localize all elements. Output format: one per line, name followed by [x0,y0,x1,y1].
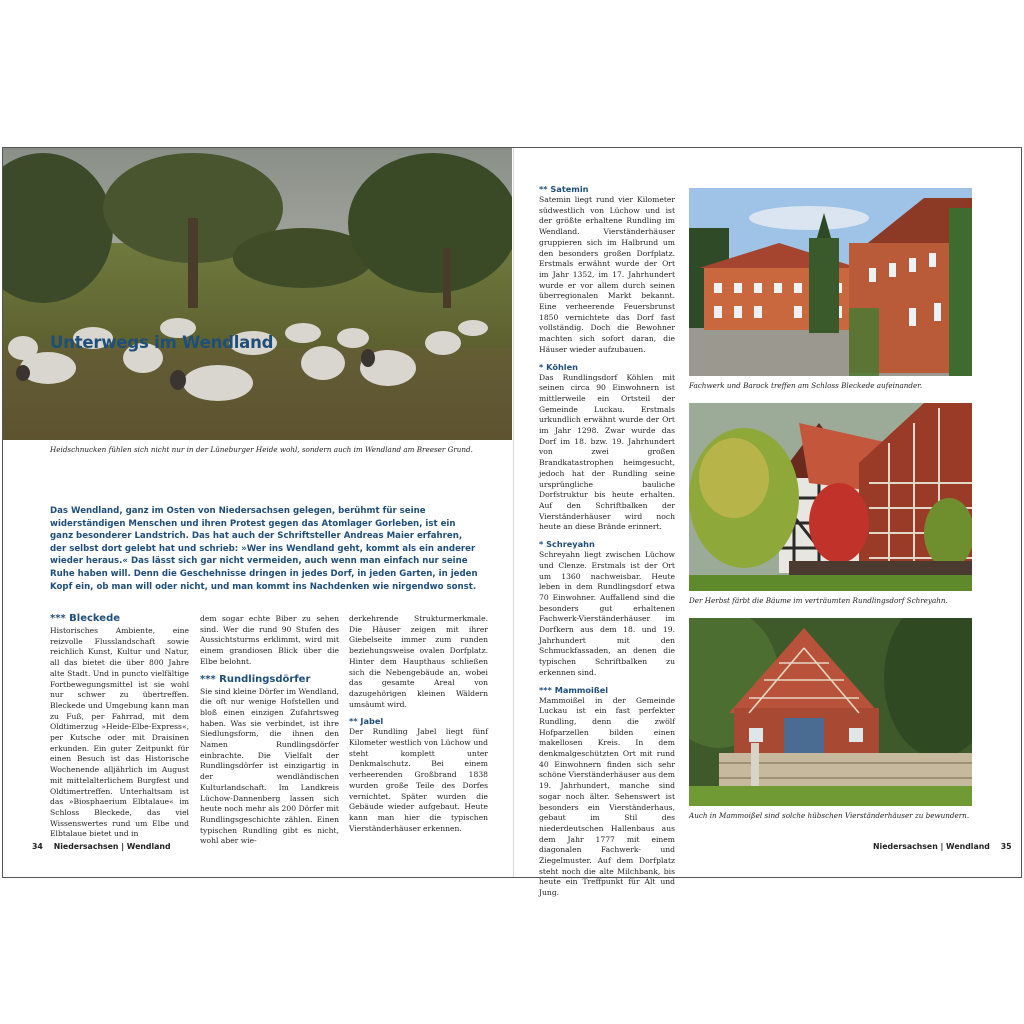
text-jabel: Der Rundling Jabel liegt fünf Kilometer westlich von Lüchow und steht komplett unter Denkmalschutz. Bei einem verheerenden Großbrand 1838 wurden große Teile des Dorfes vernichtet. Später wurden die Gebäude wieder aufgebaut. Heute kann man hier die typischen Vierständerhäuser erkennen. [349,727,488,833]
heading-schreyahn: * Schreyahn [539,539,595,550]
heading-bleckede: *** Bleckede [50,613,121,624]
text-schreyahn: Schreyahn liegt zwischen Lüchow und Clenze. Erstmals ist der Ort um 1360 nachweisbar. Heute leben in dem Rundlingsdorf etwa 70 Einwohner. Auffallend sind die besonders gut erhaltenen Fachwerk-Vierständerhäuser im Dorfkern aus dem 18. und 19. Jahrhundert mit den Schmuckfassaden, an denen die typischen Schriftbalken zu erkennen sind. [539,550,675,677]
heading-mammoissel: *** Mammoißel [539,684,609,695]
sheep-photo-caption: Heidschnucken fühlen sich nicht nur in der Lüneburger Heide wohl, sondern auch im Wendland am Breeser Grund. [50,445,473,454]
text-koehlen: Das Rundlingsdorf Köhlen mit seinen circa 90 Einwohnern ist mittlerweile ein Ortsteil der Gemeinde Luckau. Erstmals urkundlich erwähnt wurde der Ort im Jahr 1298. Zwar wurde das Dorf im 18. bzw. 19. Jahrhundert von zwei großen Brandkatastrophen heimgesucht, jedoch hat der Rundling seine ursprüngliche bauliche Dorfstruktur bis heute erhalten. Auf den Schriftbalken der Vierständerhäuser wird noch heute an diese Brände erinnert. [539,372,675,532]
caption-schloss-bleckede: Fachwerk und Barock treffen am Schloss Bleckede aufeinander. [689,381,923,390]
heading-satemin: ** Satemin [539,184,589,194]
text-mammoissel: Mammoißel in der Gemeinde Luckau ist ein fast perfekter Rundling, denn die zwölf Hofparzellen bilden einen makellosen Kreis. In dem denkmalgeschützten Ort mit rund 40 Einwohnern finden sich sehr schöne Vierständerhäuser aus dem 19. Jahrhundert, manche sind sogar noch älter. Sehenswert ist besonders ein Vierständerhaus, gebaut im Stil des niederdeutschen Hallenbaus aus dem Jahr 1777 mit einem diagonalen Fachwerk- und Ziegelmuster. Auf dem Dorfplatz steht noch die alte Milchbank, bis heute ein Treffpunkt für Alt und Jung. [539,695,675,898]
text-bleckede: Historisches Ambiente, eine reizvolle Flusslandschaft sowie reichlich Kunst, Kultur und Natur, all das bietet die über 800 Jahre alte Stadt. Und in puncto vielfältige Fortbewegungsmittel ist sie wohl nur schwer zu übertreffen. Bleckede und Umgebung kann man zu Fuß, per Fahrrad, mit dem Oldtimerzug »Heide-Elbe-Express«, per Kutsche oder mit Draisinen erkunden. Ein guter Zeitpunkt für einen Besuch ist das Historische Wochenende alljährlich im August mit mittelalterlichem Burgfest und Oldtimertreffen. Unterhaltsam ist das »Biosphaerium Elbtalaue« im Schloss Bleckede, das viel Wissenswertes rund um Elbe und Elbtalaue bietet und in [50,626,189,839]
footer-left-label: Niedersachsen | Wendland [53,842,171,851]
page-title: Unterwegs im Wendland [50,333,274,352]
footer-right [873,842,1012,851]
footer-right-label: Niedersachsen | Wendland [873,842,990,851]
text-satemin: Satemin liegt rund vier Kilometer südwestlich von Lüchow und ist der größte erhaltene Rundling im Wendland. Vierständerhäuser gruppieren sich im Halbrund um den besonders großen Dorfplatz. Erstmals erwähnt wurde der Ort im Jahr 1352, im 17. Jahrhundert wurde er vor allem durch seinen überregionalen Markt bekannt. Eine verheerende Feuersbrunst 1850 vernichtete das Dorf fast vollständig. Doch die Bewohner machten sich sofort daran, die Häuser wieder aufzubauen. [539,195,675,354]
intro-paragraph: Das Wendland, ganz im Osten von Niedersachsen gelegen, berühmt für seine widerständigen Menschen und ihren Protest gegen das Atomlager Gorleben, ist ein ganz besonderer Landstrich. Das hat auch der Schriftsteller Andreas Maier erfahren, der selbst dort gelebt hat und schrieb: »Wer ins Wendland geht, kommt als ein anderer wieder heraus.« Das lässt sich gar nicht vermeiden, auch wenn man einfach nur seine Ruhe haben will. Denn die Geschehnisse dringen in jedes Dorf, in jeden Garten, in jeden Kopf ein, ob man will oder nicht, und man kommt ins Nachdenken wie nirgendwo sonst. [50,506,478,592]
column-3 [349,614,488,840]
heading-jabel: ** Jabel [349,716,384,727]
sheep-photo [3,148,512,440]
heading-rundlingsdoerfer: *** Rundlingsdörfer [200,673,311,685]
mammoissel-photo [689,618,972,806]
column-2 [200,614,339,853]
schloss-bleckede-photo [689,188,972,376]
text-bleckede-cont: dem sogar echte Biber zu sehen sind. Wer die rund 90 Stufen des Aussichtsturms erklimmt, wird mit einem grandiosen Blick über die Elbe belohnt. [200,614,339,666]
text-rundlingsdoerfer: Sie sind kleine Dörfer im Wendland, die oft nur wenige Hofstellen und bloß einen einzigen Zufahrtsweg haben. Was sie verbindet, ist ihre Siedlungsform, die ihnen den Namen Rundlingsdörfer einbrachte. Die Vielfalt der Rundlingsdörfer ist einzigartig in der wendländischen Kulturlandschaft. Im Landkreis Lüchow-Dannenberg lassen sich heute noch mehr als 200 Dörfer mit Rundlingsgeschichte zählen. Einen typischen Rundling gibt es nicht, wohl aber wie- [200,686,340,846]
right-text-column [539,184,675,905]
schreyahn-photo [689,403,972,591]
caption-schreyahn: Der Herbst färbt die Bäume im verträumten Rundlingsdorf Schreyahn. [689,596,948,605]
page-number-left: 34 [32,842,43,851]
heading-koehlen: * Köhlen [539,361,578,372]
caption-mammoissel: Auch in Mammoißel sind solche hübschen Vierständerhäuser zu bewundern. [689,811,970,820]
footer-left [32,842,171,851]
page-number-right: 35 [1000,842,1012,851]
text-rundlingsdoerfer-cont: derkehrende Strukturmerkmale. Die Häuser zeigen mit ihrer Giebelseite immer zum runden beziehungsweise ovalen Dorfplatz. Hinter dem Haupthaus schließen sich die Nebengebäude an, wobei das gesamte Areal von dazugehörigen kleinen Wäldern umsäumt wird. [349,614,488,709]
column-1 [50,613,189,846]
gutter [513,148,514,877]
